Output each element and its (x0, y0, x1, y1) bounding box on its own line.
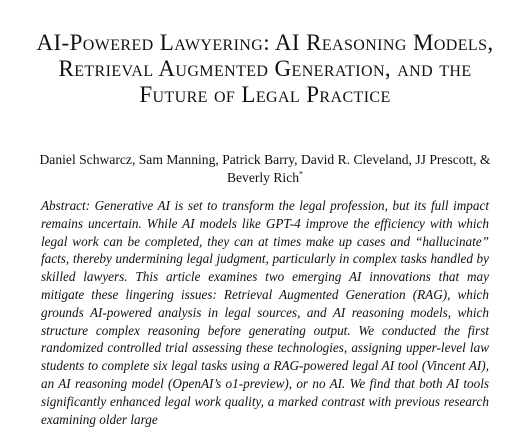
author-list (28, 151, 502, 187)
paper-title: AI-Powered Lawyering: AI Reasoning Models, Retrieval Augmented Generation, and the Future of Legal Practice (36, 30, 494, 107)
abstract-paragraph: Abstract: Generative AI is set to transform the legal profession, but its full impact remains uncertain. While AI models like GPT-4 improve the efficiency with which legal work can be completed, they can at times make up cases and “hallucinate” facts, thereby undermining legal judgment, particularly in complex tasks handled by skilled lawyers. This article examines two emerging AI innovations that may mitigate these lingering issues: Retrieval Augmented Generation (RAG), which grounds AI-powered analysis in legal sources, and AI reasoning models, which structure complex reasoning before generating output. We conducted the first randomized controlled trial assessing these technologies, assigning upper-level law students to complete six legal tasks using a RAG-powered legal AI tool (Vincent AI), an AI reasoning model (OpenAI’s o1-preview), or no AI. We find that both AI tools significantly enhanced legal work quality, a marked contrast with previous research examining older large (41, 198, 489, 427)
author-footnote-mark: * (299, 169, 304, 179)
author-names: Daniel Schwarcz, Sam Manning, Patrick Barry, David R. Cleveland, JJ Prescott, & Beverly Rich (39, 152, 491, 185)
